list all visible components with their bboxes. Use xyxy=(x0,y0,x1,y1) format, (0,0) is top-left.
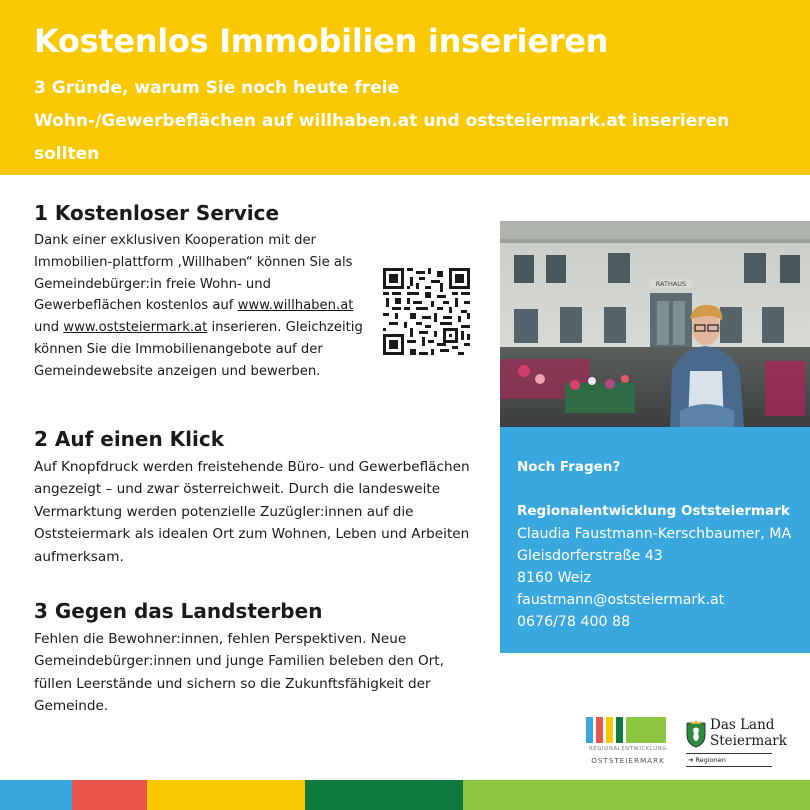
rathaus-sign-text: RATHAUS xyxy=(655,280,687,288)
logo-text-line2: OSTSTEIERMARK xyxy=(591,756,665,765)
contact-box xyxy=(500,427,810,653)
contact-phone[interactable]: 0676/78 400 88 xyxy=(517,614,631,630)
section-heading: 3 Gegen das Landsterben xyxy=(34,599,323,623)
willhaben-link[interactable]: www.willhaben.at xyxy=(237,298,354,314)
page-subtitle xyxy=(34,72,794,171)
logo-text-line1: Das Land xyxy=(710,717,775,733)
logo-text-line3: ➔ Regionen xyxy=(688,756,726,764)
section-rural-exodus xyxy=(34,598,474,718)
section-text-part: und xyxy=(34,320,64,336)
page-title: Kostenlos Immobilien inserieren xyxy=(34,22,609,60)
logo-bars-icon xyxy=(586,717,666,743)
town-hall-photo xyxy=(500,221,810,427)
qr-code[interactable] xyxy=(383,268,470,355)
section-text: Auf Knopfdruck werden freistehende Büro- und Gewerbeflächen angezeigt – und zwar österreichweit. Durch die landesweite Vermarktung werden potenzielle Zuzügler:innen auf die Oststeiermark als idealen Ort zum Wohnen, Leben und Arbeiten aufmerksam. xyxy=(34,459,470,565)
subtitle-line: sollten xyxy=(34,144,100,164)
subtitle-line: 3 Gründe, warum Sie noch heute freie xyxy=(34,78,400,98)
footer-stripe xyxy=(0,780,72,810)
section-text xyxy=(34,230,374,383)
section-free-service xyxy=(34,200,374,383)
steiermark-logo xyxy=(686,717,787,770)
subtitle-line: Wohn-/Gewerbeflächen auf willhaben.at und oststeiermark.at inserieren xyxy=(34,111,730,131)
coat-of-arms-icon xyxy=(686,720,706,748)
section-text-part: Dank einer exklusiven Kooperation mit der Immobilien-plattform ‚Willhaben“ können Sie als Gemeindebürger:in freie Wohn- und Gewerbeflächen kostenlos auf xyxy=(34,233,353,314)
contact-street: Gleisdorferstraße 43 xyxy=(517,548,663,564)
footer-color-stripes xyxy=(0,780,810,810)
contact-email[interactable]: faustmann@oststeiermark.at xyxy=(517,592,725,608)
contact-details xyxy=(517,523,791,633)
contact-organization: Regionalentwicklung Oststeiermark xyxy=(517,503,790,519)
footer-stripe xyxy=(305,780,463,810)
contact-city: 8160 Weiz xyxy=(517,570,591,586)
section-text: Fehlen die Bewohner:innen, fehlen Perspektiven. Neue Gemeindebürger:innen und junge Familien beleben den Ort, füllen Leerstände und sichern so die Zukunftsfähigkeit der Gemeinde. xyxy=(34,631,444,715)
contact-question: Noch Fragen? xyxy=(517,459,621,475)
section-heading: 2 Auf einen Klick xyxy=(34,427,225,451)
section-heading: 1 Kostenloser Service xyxy=(34,201,280,225)
footer-stripe xyxy=(463,780,810,810)
section-one-click xyxy=(34,426,474,568)
logo-divider xyxy=(686,753,772,754)
header-banner xyxy=(0,0,810,175)
regionalentwicklung-logo xyxy=(586,717,670,769)
footer-stripe xyxy=(72,780,147,810)
logo-text-line2: Steiermark xyxy=(710,733,787,749)
contact-name: Claudia Faustmann-Kerschbaumer, MA xyxy=(517,526,792,542)
oststeiermark-link[interactable]: www.oststeiermark.at xyxy=(63,320,208,336)
section-text-part: inserieren. Gleichzeitig können Sie die Immobilienangebote auf der Gemeindewebsite anzeigen und bewerben. xyxy=(34,320,363,379)
logo-text-line1: REGIONALENTWICKLUNG xyxy=(589,746,667,752)
footer-stripe xyxy=(147,780,305,810)
logo-divider xyxy=(686,766,772,767)
